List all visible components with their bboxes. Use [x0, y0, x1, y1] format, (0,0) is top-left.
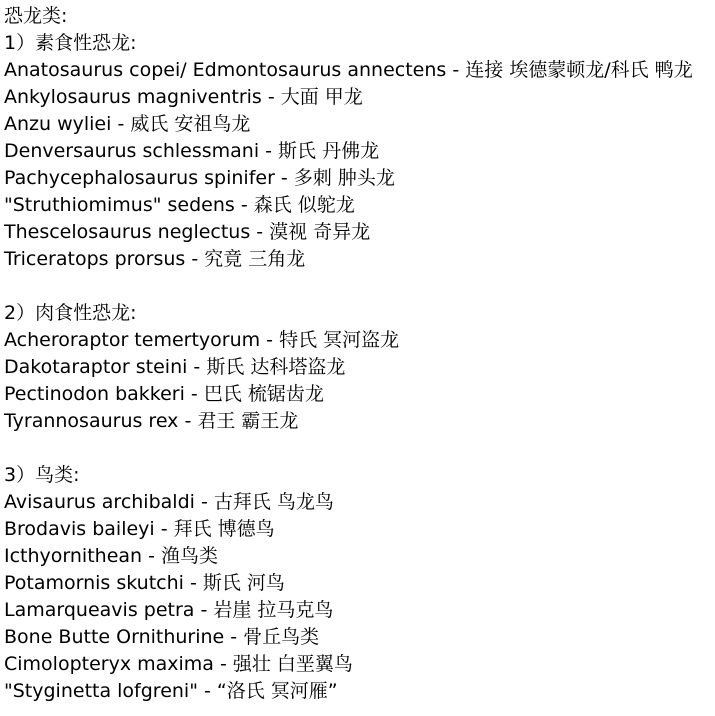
list-item: "Struthiomimus" sedens - 森氏 似鸵龙 — [4, 194, 355, 216]
list-item: Anatosaurus copei/ Edmontosaurus annectens - 连接 埃德蒙顿龙/科氏 鸭龙 — [4, 59, 693, 81]
blank-line — [4, 273, 713, 300]
section-carnivores — [4, 300, 713, 435]
list-item: Tyrannosaurus rex - 君王 霸王龙 — [4, 410, 299, 432]
list-item: Potamornis skutchi - 斯氏 河鸟 — [4, 572, 285, 594]
document-body — [4, 3, 713, 705]
section-herbivores — [4, 30, 713, 273]
list-item: Pectinodon bakkeri - 巴氏 梳锯齿龙 — [4, 383, 324, 405]
section-birds — [4, 462, 713, 705]
list-item: Triceratops prorsus - 究竟 三角龙 — [4, 248, 306, 270]
list-item: Thescelosaurus neglectus - 漠视 奇异龙 — [4, 221, 371, 243]
list-item: Ankylosaurus magniventris - 大面 甲龙 — [4, 86, 363, 108]
list-item: Cimolopteryx maxima - 强壮 白垩翼鸟 — [4, 653, 353, 675]
document-heading: 恐龙类: — [4, 5, 68, 27]
list-item: Dakotaraptor steini - 斯氏 达科塔盗龙 — [4, 356, 346, 378]
list-item: Icthyornithean - 渔鸟类 — [4, 545, 219, 567]
section-title: 3）鸟类: — [4, 464, 80, 486]
list-item: Denversaurus schlessmani - 斯氏 丹佛龙 — [4, 140, 380, 162]
list-item: Pachycephalosaurus spinifer - 多刺 肿头龙 — [4, 167, 395, 189]
section-title: 1）素食性恐龙: — [4, 32, 137, 54]
list-item: Brodavis baileyi - 拜氏 博德鸟 — [4, 518, 275, 540]
list-item: Avisaurus archibaldi - 古拜氏 鸟龙鸟 — [4, 491, 334, 513]
list-item: Lamarqueavis petra - 岩崖 拉马克鸟 — [4, 599, 334, 621]
list-item: Bone Butte Ornithurine - 骨丘鸟类 — [4, 626, 320, 648]
list-item: "Styginetta lofgreni" - “洛氏 冥河雁” — [4, 680, 338, 702]
blank-line — [4, 435, 713, 462]
section-title: 2）肉食性恐龙: — [4, 302, 137, 324]
list-item: Anzu wyliei - 威氏 安祖鸟龙 — [4, 113, 251, 135]
list-item: Acheroraptor temertyorum - 特氏 冥河盗龙 — [4, 329, 400, 351]
